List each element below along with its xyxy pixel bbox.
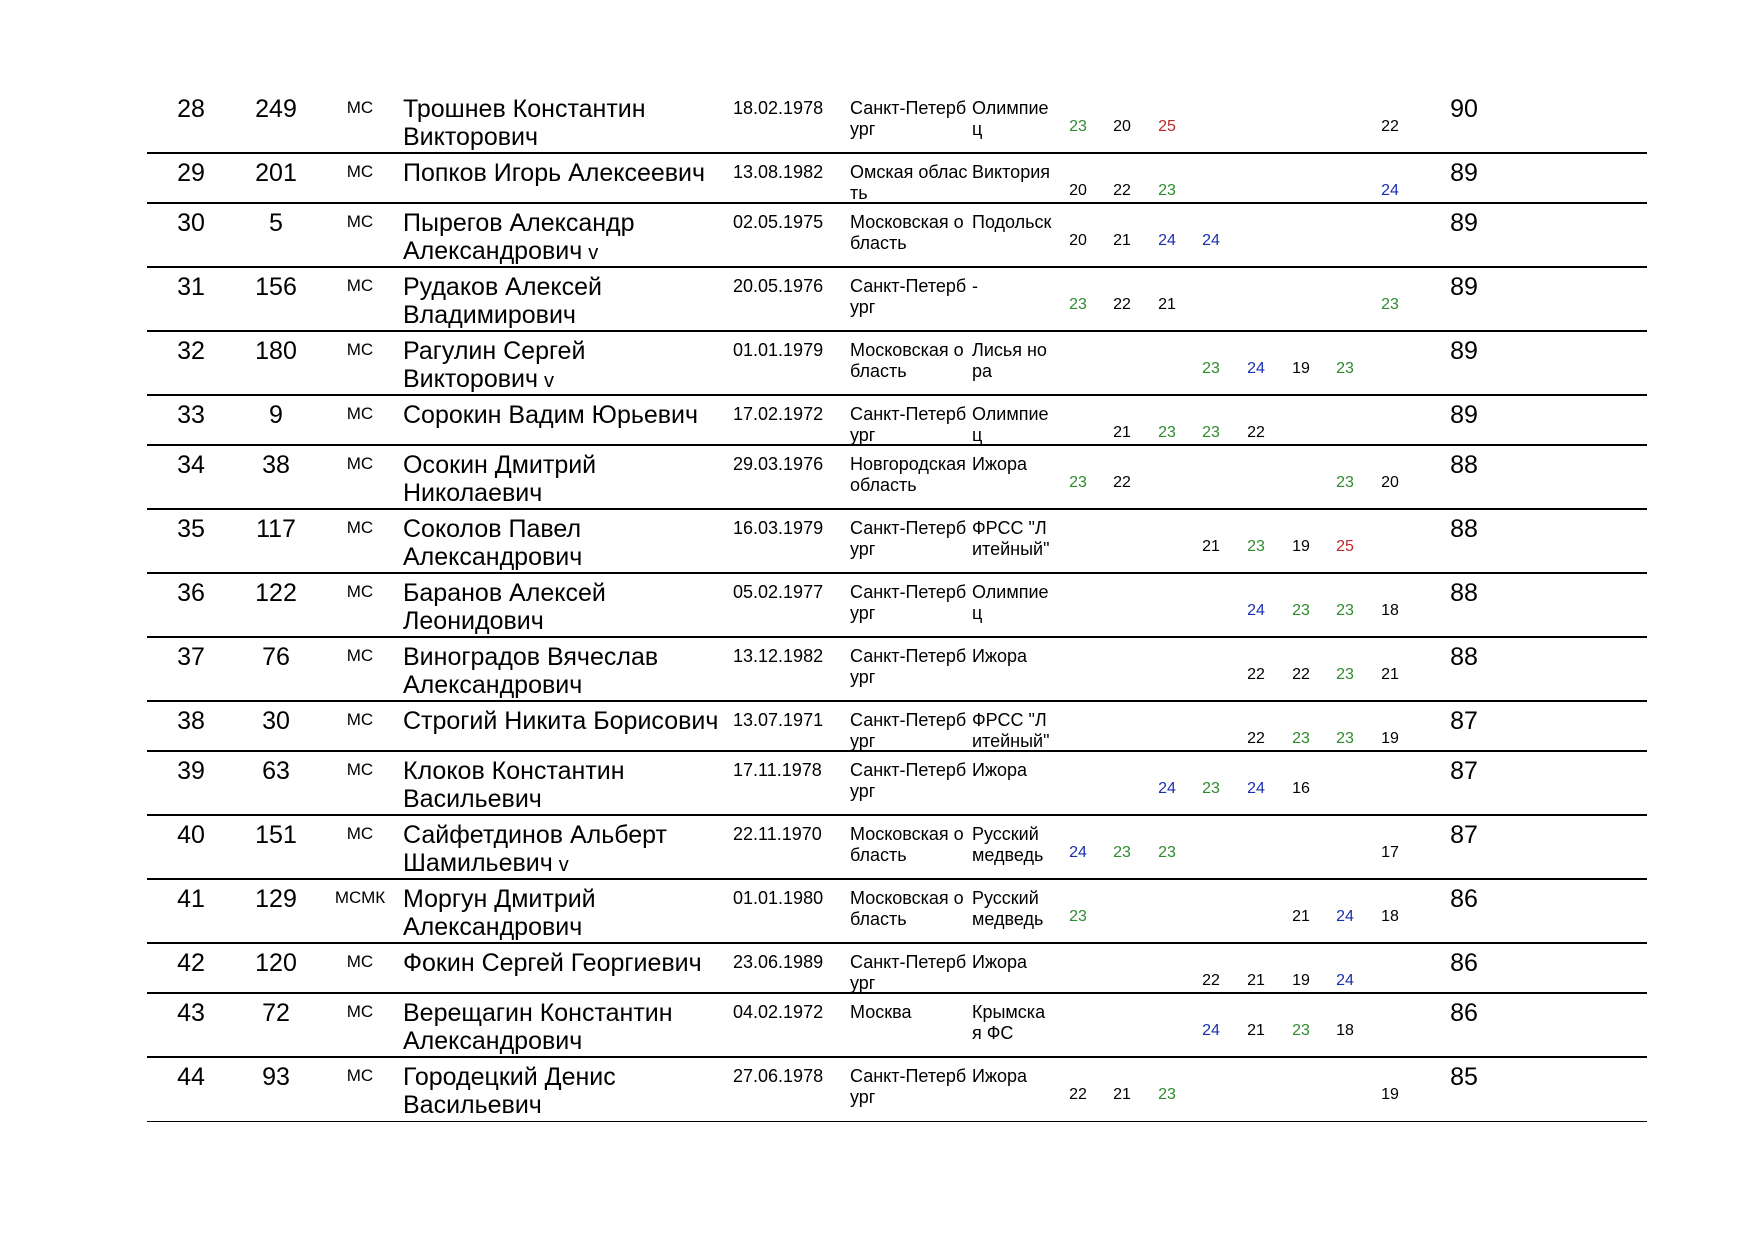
- rank-cell: МС: [346, 760, 374, 779]
- row-divider: [147, 700, 1647, 702]
- bib-number-cell: 63: [262, 757, 290, 785]
- stage-score-cell: 20: [1069, 182, 1087, 199]
- stage-score-cell: 23: [1069, 118, 1087, 135]
- region-cell: Санкт-Петербург: [850, 404, 967, 445]
- club-cell: Ижора: [972, 1066, 1028, 1086]
- athlete-name-cell: [403, 707, 733, 735]
- stage-score-cell: 22: [1113, 296, 1131, 313]
- stage-score-cell: 21: [1292, 908, 1310, 925]
- stage-score-cell: 24: [1381, 182, 1399, 199]
- total-score-cell: 88: [1450, 643, 1478, 671]
- stage-score-cell: 23: [1336, 474, 1354, 491]
- club-cell: Крымская ФС: [972, 1002, 1046, 1043]
- bib-number-cell: 156: [255, 273, 297, 301]
- stage-score-cell: 19: [1292, 972, 1310, 989]
- club-cell: Олимпиец: [972, 404, 1049, 445]
- total-score-cell: 85: [1450, 1063, 1478, 1091]
- athlete-name-cell: [403, 757, 733, 813]
- bib-number-cell: 93: [262, 1063, 290, 1091]
- athlete-name: Строгий Никита Борисович: [403, 707, 719, 735]
- stage-score-cell: 19: [1381, 1086, 1399, 1103]
- birth-date-cell: 13.07.1971: [733, 710, 824, 730]
- birth-date-cell: 01.01.1979: [733, 340, 824, 360]
- total-score-cell: 89: [1450, 273, 1478, 301]
- total-score-cell: 87: [1450, 707, 1478, 735]
- place-cell: 40: [177, 821, 205, 849]
- bib-number-cell: 38: [262, 451, 290, 479]
- birth-date-cell: 27.06.1978: [733, 1066, 824, 1086]
- stage-score-cell: 23: [1113, 844, 1131, 861]
- athlete-name: Верещагин Константин Александрович: [403, 999, 673, 1055]
- stage-score-cell: 21: [1202, 538, 1220, 555]
- stage-score-cell: 23: [1292, 730, 1310, 747]
- region-cell: Московская область: [850, 340, 964, 381]
- table-row: [0, 401, 1754, 444]
- place-cell: 42: [177, 949, 205, 977]
- stage-score-cell: 20: [1381, 474, 1399, 491]
- birth-date-cell: 02.05.1975: [733, 212, 824, 232]
- place-cell: 39: [177, 757, 205, 785]
- athlete-name-cell: [403, 209, 733, 267]
- stage-score-cell: 23: [1247, 538, 1265, 555]
- bib-number-cell: 129: [255, 885, 297, 913]
- stage-score-cell: 22: [1113, 182, 1131, 199]
- birth-date-cell: 13.08.1982: [733, 162, 824, 182]
- rank-cell: МС: [346, 162, 374, 181]
- place-cell: 37: [177, 643, 205, 671]
- region-cell: Санкт-Петербург: [850, 582, 967, 623]
- place-cell: 41: [177, 885, 205, 913]
- stage-score-cell: 23: [1158, 424, 1176, 441]
- rank-cell: МСМК: [334, 888, 386, 907]
- birth-date-cell: 04.02.1972: [733, 1002, 824, 1022]
- stage-score-cell: 24: [1202, 232, 1220, 249]
- stage-score-cell: 19: [1292, 360, 1310, 377]
- total-score-cell: 86: [1450, 885, 1478, 913]
- athlete-name: Сайфетдинов Альберт Шамильевич: [403, 821, 667, 877]
- club-cell: ФРСС "Литейный": [972, 518, 1050, 559]
- athlete-name-cell: [403, 579, 733, 635]
- athlete-name: Баранов Алексей Леонидович: [403, 579, 606, 635]
- place-cell: 35: [177, 515, 205, 543]
- place-cell: 44: [177, 1063, 205, 1091]
- athlete-name-cell: [403, 821, 733, 879]
- bib-number-cell: 122: [255, 579, 297, 607]
- stage-score-cell: 23: [1202, 360, 1220, 377]
- stage-score-cell: 20: [1069, 232, 1087, 249]
- athlete-name-cell: [403, 515, 733, 571]
- row-divider: [147, 394, 1647, 396]
- veteran-mark: v: [558, 854, 569, 876]
- total-score-cell: 90: [1450, 95, 1478, 123]
- region-cell: Москва: [850, 1002, 912, 1022]
- birth-date-cell: 16.03.1979: [733, 518, 824, 538]
- athlete-name: Осокин Дмитрий Николаевич: [403, 451, 597, 507]
- stage-score-cell: 24: [1247, 780, 1265, 797]
- rank-cell: МС: [346, 952, 374, 971]
- stage-score-cell: 23: [1158, 844, 1176, 861]
- club-cell: Ижора: [972, 454, 1028, 474]
- rank-cell: МС: [346, 404, 374, 423]
- stage-score-cell: 23: [1202, 424, 1220, 441]
- stage-score-cell: 25: [1336, 538, 1354, 555]
- bib-number-cell: 249: [255, 95, 297, 123]
- total-score-cell: 89: [1450, 401, 1478, 429]
- stage-score-cell: 20: [1113, 118, 1131, 135]
- row-divider: [147, 266, 1647, 268]
- total-score-cell: 88: [1450, 451, 1478, 479]
- athlete-name: Городецкий Денис Васильевич: [403, 1063, 616, 1119]
- bib-number-cell: 201: [255, 159, 297, 187]
- table-row: [0, 451, 1754, 508]
- stage-score-cell: 19: [1292, 538, 1310, 555]
- club-cell: Русский медведь: [972, 888, 1044, 929]
- place-cell: 28: [177, 95, 205, 123]
- place-cell: 29: [177, 159, 205, 187]
- place-cell: 32: [177, 337, 205, 365]
- table-row: [0, 757, 1754, 814]
- stage-score-cell: 18: [1336, 1022, 1354, 1039]
- rank-cell: МС: [346, 1066, 374, 1085]
- stage-score-cell: 24: [1158, 232, 1176, 249]
- athlete-name: Моргун Дмитрий Александрович: [403, 885, 596, 941]
- stage-score-cell: 19: [1381, 730, 1399, 747]
- row-divider: [147, 572, 1647, 574]
- club-cell: Ижора: [972, 646, 1028, 666]
- bib-number-cell: 5: [269, 209, 283, 237]
- bib-number-cell: 30: [262, 707, 290, 735]
- region-cell: Санкт-Петербург: [850, 760, 967, 801]
- region-cell: Московская область: [850, 212, 964, 253]
- table-row: [0, 337, 1754, 394]
- row-divider: [147, 202, 1647, 204]
- stage-score-cell: 22: [1113, 474, 1131, 491]
- rank-cell: МС: [346, 340, 374, 359]
- table-row: [0, 515, 1754, 572]
- row-divider: [147, 814, 1647, 816]
- stage-score-cell: 24: [1069, 844, 1087, 861]
- club-cell: -: [972, 276, 978, 296]
- total-score-cell: 88: [1450, 515, 1478, 543]
- stage-score-cell: 23: [1381, 296, 1399, 313]
- stage-score-cell: 25: [1158, 118, 1176, 135]
- row-divider: [147, 444, 1647, 446]
- row-divider: [147, 992, 1647, 994]
- stage-score-cell: 23: [1336, 360, 1354, 377]
- place-cell: 38: [177, 707, 205, 735]
- club-cell: Олимпиец: [972, 582, 1049, 623]
- club-cell: Виктория: [972, 162, 1051, 182]
- athlete-name: Попков Игорь Алексеевич: [403, 159, 706, 187]
- stage-score-cell: 22: [1292, 666, 1310, 683]
- stage-score-cell: 22: [1202, 972, 1220, 989]
- total-score-cell: 89: [1450, 159, 1478, 187]
- club-cell: ФРСС "Литейный": [972, 710, 1050, 751]
- stage-score-cell: 22: [1247, 730, 1265, 747]
- row-divider: [147, 878, 1647, 880]
- rank-cell: МС: [346, 646, 374, 665]
- rank-cell: МС: [346, 824, 374, 843]
- stage-score-cell: 24: [1336, 908, 1354, 925]
- athlete-name-cell: [403, 451, 733, 507]
- birth-date-cell: 23.06.1989: [733, 952, 824, 972]
- bib-number-cell: 76: [262, 643, 290, 671]
- stage-score-cell: 22: [1069, 1086, 1087, 1103]
- place-cell: 34: [177, 451, 205, 479]
- row-divider: [147, 636, 1647, 638]
- table-row: [0, 643, 1754, 700]
- row-divider: [147, 942, 1647, 944]
- table-row: [0, 95, 1754, 152]
- athlete-name: Рудаков Алексей Владимирович: [403, 273, 602, 329]
- place-cell: 43: [177, 999, 205, 1027]
- stage-score-cell: 23: [1292, 1022, 1310, 1039]
- stage-score-cell: 24: [1247, 360, 1265, 377]
- stage-score-cell: 23: [1069, 474, 1087, 491]
- stage-score-cell: 23: [1069, 908, 1087, 925]
- region-cell: Омская область: [850, 162, 968, 203]
- stage-score-cell: 23: [1336, 602, 1354, 619]
- birth-date-cell: 17.11.1978: [733, 760, 822, 780]
- birth-date-cell: 29.03.1976: [733, 454, 824, 474]
- club-cell: Олимпиец: [972, 98, 1049, 139]
- athlete-name: Пырегов Александр Александрович: [403, 209, 635, 265]
- stage-score-cell: 22: [1247, 424, 1265, 441]
- stage-score-cell: 23: [1069, 296, 1087, 313]
- total-score-cell: 89: [1450, 209, 1478, 237]
- birth-date-cell: 20.05.1976: [733, 276, 824, 296]
- region-cell: Санкт-Петербург: [850, 98, 967, 139]
- total-score-cell: 87: [1450, 821, 1478, 849]
- bib-number-cell: 72: [262, 999, 290, 1027]
- row-divider: [147, 330, 1647, 332]
- club-cell: Подольск: [972, 212, 1052, 232]
- rank-cell: МС: [346, 454, 374, 473]
- region-cell: Санкт-Петербург: [850, 646, 967, 687]
- rank-cell: МС: [346, 710, 374, 729]
- bib-number-cell: 117: [256, 515, 296, 543]
- athlete-name-cell: [403, 643, 733, 699]
- veteran-mark: v: [544, 370, 555, 392]
- table-row: [0, 209, 1754, 266]
- table-row: [0, 999, 1754, 1056]
- place-cell: 31: [177, 273, 205, 301]
- region-cell: Санкт-Петербург: [850, 952, 967, 993]
- athlete-name-cell: [403, 999, 733, 1055]
- region-cell: Московская область: [850, 888, 964, 929]
- club-cell: Ижора: [972, 952, 1028, 972]
- athlete-name-cell: [403, 337, 733, 395]
- athlete-name-cell: [403, 273, 733, 329]
- rank-cell: МС: [346, 1002, 374, 1021]
- club-cell: Лисья нора: [972, 340, 1047, 381]
- stage-score-cell: 21: [1158, 296, 1176, 313]
- region-cell: Московская область: [850, 824, 964, 865]
- stage-score-cell: 23: [1336, 730, 1354, 747]
- place-cell: 33: [177, 401, 205, 429]
- athlete-name-cell: [403, 885, 733, 941]
- athlete-name: Трошнев Константин Викторович: [403, 95, 646, 151]
- club-cell: Русский медведь: [972, 824, 1044, 865]
- stage-score-cell: 23: [1158, 1086, 1176, 1103]
- stage-score-cell: 24: [1158, 780, 1176, 797]
- table-row: [0, 159, 1754, 202]
- rank-cell: МС: [346, 212, 374, 231]
- total-score-cell: 89: [1450, 337, 1478, 365]
- stage-score-cell: 16: [1292, 780, 1310, 797]
- stage-score-cell: 17: [1381, 844, 1399, 861]
- stage-score-cell: 21: [1113, 232, 1131, 249]
- stage-score-cell: 23: [1202, 780, 1220, 797]
- birth-date-cell: 18.02.1978: [733, 98, 824, 118]
- table-row: [0, 1063, 1754, 1121]
- region-cell: Санкт-Петербург: [850, 276, 967, 317]
- place-cell: 30: [177, 209, 205, 237]
- table-row: [0, 579, 1754, 636]
- stage-score-cell: 23: [1158, 182, 1176, 199]
- total-score-cell: 88: [1450, 579, 1478, 607]
- stage-score-cell: 18: [1381, 602, 1399, 619]
- bib-number-cell: 180: [255, 337, 297, 365]
- birth-date-cell: 01.01.1980: [733, 888, 824, 908]
- athlete-name-cell: [403, 159, 733, 187]
- birth-date-cell: 17.02.1972: [733, 404, 824, 424]
- total-score-cell: 87: [1450, 757, 1478, 785]
- athlete-name: Соколов Павел Александрович: [403, 515, 583, 571]
- total-score-cell: 86: [1450, 949, 1478, 977]
- athlete-name: Сорокин Вадим Юрьевич: [403, 401, 699, 429]
- athlete-name-cell: [403, 1063, 733, 1119]
- stage-score-cell: 21: [1247, 972, 1265, 989]
- stage-score-cell: 24: [1247, 602, 1265, 619]
- table-row: [0, 949, 1754, 992]
- athlete-name: Клоков Константин Васильевич: [403, 757, 625, 813]
- stage-score-cell: 22: [1247, 666, 1265, 683]
- athlete-name: Фокин Сергей Георгиевич: [403, 949, 702, 977]
- region-cell: Санкт-Петербург: [850, 518, 967, 559]
- athlete-name-cell: [403, 949, 733, 977]
- athlete-name-cell: [403, 95, 733, 151]
- row-divider: [147, 508, 1647, 510]
- bib-number-cell: 151: [255, 821, 297, 849]
- athlete-name: Виноградов Вячеслав Александрович: [403, 643, 659, 699]
- row-divider: [147, 750, 1647, 752]
- stage-score-cell: 22: [1381, 118, 1399, 135]
- birth-date-cell: 22.11.1970: [733, 824, 822, 844]
- stage-score-cell: 21: [1113, 424, 1131, 441]
- total-score-cell: 86: [1450, 999, 1478, 1027]
- birth-date-cell: 13.12.1982: [733, 646, 824, 666]
- table-row: [0, 273, 1754, 330]
- veteran-mark: v: [588, 242, 599, 264]
- stage-score-cell: 21: [1247, 1022, 1265, 1039]
- rank-cell: МС: [346, 276, 374, 295]
- table-row: [0, 885, 1754, 942]
- stage-score-cell: 21: [1381, 666, 1399, 683]
- club-cell: Ижора: [972, 760, 1028, 780]
- bib-number-cell: 120: [255, 949, 297, 977]
- rank-cell: МС: [346, 582, 374, 601]
- region-cell: Санкт-Петербург: [850, 710, 967, 751]
- row-divider: [147, 152, 1647, 154]
- bib-number-cell: 9: [269, 401, 283, 429]
- region-cell: Санкт-Петербург: [850, 1066, 967, 1107]
- table-row: [0, 707, 1754, 750]
- stage-score-cell: 23: [1336, 666, 1354, 683]
- rank-cell: МС: [346, 98, 374, 117]
- row-divider: [147, 1056, 1647, 1058]
- region-cell: Новгородская область: [850, 454, 966, 495]
- table-row: [0, 821, 1754, 878]
- stage-score-cell: 23: [1292, 602, 1310, 619]
- stage-score-cell: 18: [1381, 908, 1399, 925]
- birth-date-cell: 05.02.1977: [733, 582, 824, 602]
- athlete-name-cell: [403, 401, 733, 429]
- rank-cell: МС: [346, 518, 374, 537]
- athlete-name: Рагулин Сергей Викторович: [403, 337, 586, 393]
- row-divider: [147, 1121, 1647, 1122]
- stage-score-cell: 24: [1202, 1022, 1220, 1039]
- stage-score-cell: 21: [1113, 1086, 1131, 1103]
- place-cell: 36: [177, 579, 205, 607]
- stage-score-cell: 24: [1336, 972, 1354, 989]
